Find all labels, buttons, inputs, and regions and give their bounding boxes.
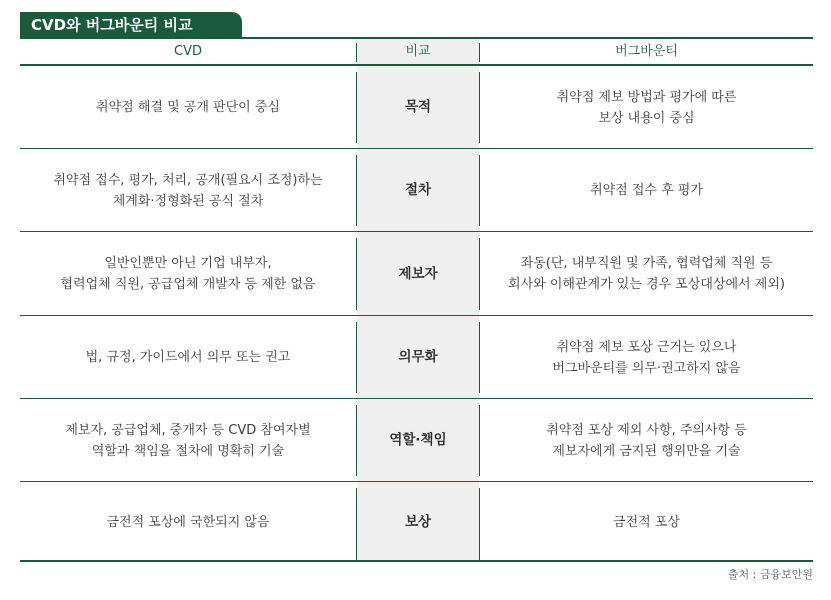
cvd-cell: 금전적 포상에 국한되지 않음 <box>106 514 270 530</box>
criterion-cell: 절차 <box>357 149 479 232</box>
bounty-cell: 좌동(단, 내부직원 및 가족, 협력업체 직원 등 회사와 이해관계가 있는 경우 포상대상에서 제외) <box>508 256 785 292</box>
cvd-cell: 일반인뿐만 아닌 기업 내부자, 협력업체 직원, 공급업체 개발자 등 제한 없음 <box>60 256 316 292</box>
header-cvd: CVD <box>174 44 202 59</box>
table-row <box>20 232 813 316</box>
bounty-cell: 취약점 제보 포상 근거는 있으나 버그바운티를 의무·권고하지 않음 <box>552 339 741 376</box>
table-header <box>20 39 813 66</box>
source-note: 출처 : 금융보안원 <box>727 568 813 581</box>
criterion-cell: 의무화 <box>357 316 479 399</box>
cvd-cell: 제보자, 공급업체, 중개자 등 CVD 참여자별 역할과 책임을 절차에 명확히 기술 <box>65 422 311 459</box>
table-row <box>20 399 813 482</box>
bounty-cell: 취약점 접수 후 평가 <box>590 183 703 198</box>
bounty-cell: 취약점 포상 제외 사항, 주의사항 등 제보자에게 금지된 행위만을 기술 <box>546 422 747 459</box>
bounty-cell: 취약점 제보 방법과 평가에 따른 보상 내용이 중심 <box>556 89 737 126</box>
criterion-cell: 역할·책임 <box>357 399 479 482</box>
header-comparison: 비교 <box>357 39 479 64</box>
cvd-cell: 취약점 해결 및 공개 판단이 중심 <box>96 100 280 115</box>
criterion-cell: 제보자 <box>357 232 479 316</box>
table-row <box>20 66 813 149</box>
bounty-cell: 금전적 포상 <box>613 514 680 530</box>
table-row <box>20 482 813 562</box>
header-bug-bounty: 버그바운티 <box>615 44 678 59</box>
table-bottom-rule <box>20 560 813 562</box>
criterion-cell: 목적 <box>357 66 479 149</box>
table-row <box>20 149 813 232</box>
table-row <box>20 316 813 399</box>
table-title: CVD와 버그바운티 비교 <box>20 12 242 38</box>
cvd-cell: 취약점 접수, 평가, 처리, 공개(필요시 조정)하는 체계화·정형화된 공식 절차 <box>53 172 323 209</box>
criterion-cell: 보상 <box>357 482 479 562</box>
cvd-cell: 법, 규정, 가이드에서 의무 또는 권고 <box>85 350 291 365</box>
